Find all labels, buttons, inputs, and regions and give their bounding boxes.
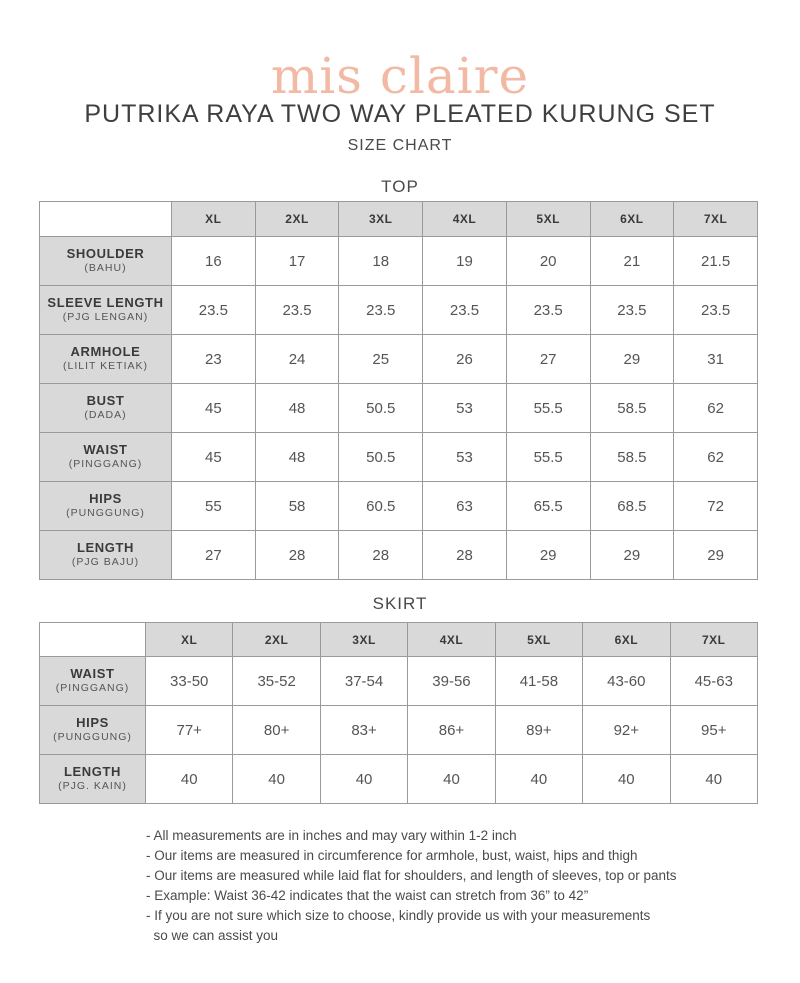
measurement-cell: 39-56: [408, 657, 495, 706]
top-size-table: [39, 201, 758, 580]
measurement-cell: 41-58: [495, 657, 582, 706]
measurement-cell: 86+: [408, 706, 495, 755]
measurement-cell: 18: [339, 237, 423, 286]
note-line: - If you are not sure which size to choose, kindly provide us with your measurements: [146, 908, 651, 923]
row-name: SLEEVE LENGTH: [47, 295, 164, 310]
measurement-cell: 26: [423, 335, 507, 384]
measurement-cell: 23.5: [674, 286, 758, 335]
top-size-header: 7XL: [674, 202, 758, 237]
row-translation: (BAHU): [84, 262, 127, 274]
row-name: LENGTH: [76, 540, 135, 555]
row-translation: (PJG BAJU): [71, 556, 140, 568]
measurement-cell: 29: [506, 531, 590, 580]
measurement-cell: 24: [255, 335, 339, 384]
row-header: [40, 237, 172, 286]
measurement-cell: 65.5: [506, 482, 590, 531]
measurement-cell: 53: [423, 433, 507, 482]
measurement-cell: 40: [146, 755, 233, 804]
table-row: [40, 657, 758, 706]
skirt-size-header: 4XL: [408, 623, 495, 657]
measurement-cell: 55.5: [506, 433, 590, 482]
top-size-header: 6XL: [590, 202, 674, 237]
measurement-cell: 62: [674, 433, 758, 482]
skirt-size-header: 2XL: [233, 623, 320, 657]
measurement-cell: 31: [674, 335, 758, 384]
table-row: [40, 433, 758, 482]
skirt-corner-cell: [40, 623, 146, 657]
table-row: [40, 286, 758, 335]
note-line: - Our items are measured while laid flat for shoulders, and length of sleeves, top or pants: [146, 868, 677, 883]
measurement-cell: 23.5: [423, 286, 507, 335]
measurement-cell: 25: [339, 335, 423, 384]
skirt-size-header: XL: [146, 623, 233, 657]
measurement-cell: 45-63: [670, 657, 757, 706]
table-row: [40, 706, 758, 755]
row-translation: (LILIT KETIAK): [63, 360, 148, 372]
measurement-cell: 50.5: [339, 433, 423, 482]
row-name: BUST: [86, 393, 125, 408]
measurement-cell: 29: [590, 531, 674, 580]
row-translation: (DADA): [84, 409, 127, 421]
row-header: [40, 482, 172, 531]
measurement-cell: 77+: [146, 706, 233, 755]
row-name: SHOULDER: [66, 246, 145, 261]
measurement-cell: 50.5: [339, 384, 423, 433]
measurement-notes: [146, 826, 766, 946]
row-translation: (PUNGGUNG): [53, 731, 132, 743]
measurement-cell: 23.5: [506, 286, 590, 335]
measurement-cell: 29: [590, 335, 674, 384]
note-line: so we can assist you: [146, 928, 279, 943]
measurement-cell: 27: [172, 531, 256, 580]
table-row: [40, 482, 758, 531]
row-name: ARMHOLE: [70, 344, 141, 359]
measurement-cell: 83+: [320, 706, 407, 755]
measurement-cell: 23.5: [590, 286, 674, 335]
measurement-cell: 58.5: [590, 433, 674, 482]
measurement-cell: 20: [506, 237, 590, 286]
measurement-cell: 40: [233, 755, 320, 804]
note-line: - All measurements are in inches and may vary within 1-2 inch: [146, 828, 517, 843]
measurement-cell: 37-54: [320, 657, 407, 706]
page-title: PUTRIKA RAYA TWO WAY PLEATED KURUNG SET: [84, 100, 716, 128]
top-section-label: TOP: [381, 177, 419, 196]
note-line: - Example: Waist 36-42 indicates that the waist can stretch from 36” to 42”: [146, 888, 589, 903]
row-header: [40, 755, 146, 804]
page-subtitle: SIZE CHART: [347, 137, 453, 154]
measurement-cell: 40: [583, 755, 670, 804]
row-name: HIPS: [89, 491, 122, 506]
measurement-cell: 45: [172, 433, 256, 482]
skirt-size-table: [39, 622, 758, 804]
measurement-cell: 16: [172, 237, 256, 286]
row-header: [40, 657, 146, 706]
row-translation: (PINGGANG): [68, 458, 143, 470]
measurement-cell: 55: [172, 482, 256, 531]
top-header-row: [40, 202, 758, 237]
top-size-header: 5XL: [506, 202, 590, 237]
measurement-cell: 63: [423, 482, 507, 531]
measurement-cell: 45: [172, 384, 256, 433]
measurement-cell: 28: [255, 531, 339, 580]
measurement-cell: 62: [674, 384, 758, 433]
top-size-header: 4XL: [423, 202, 507, 237]
measurement-cell: 43-60: [583, 657, 670, 706]
row-header: [40, 531, 172, 580]
measurement-cell: 55.5: [506, 384, 590, 433]
measurement-cell: 23.5: [172, 286, 256, 335]
measurement-cell: 40: [670, 755, 757, 804]
measurement-cell: 29: [674, 531, 758, 580]
measurement-cell: 19: [423, 237, 507, 286]
measurement-cell: 35-52: [233, 657, 320, 706]
measurement-cell: 89+: [495, 706, 582, 755]
measurement-cell: 40: [408, 755, 495, 804]
measurement-cell: 23.5: [255, 286, 339, 335]
measurement-cell: 48: [255, 433, 339, 482]
row-name: WAIST: [70, 666, 115, 681]
measurement-cell: 48: [255, 384, 339, 433]
note-line: - Our items are measured in circumference for armhole, bust, waist, hips and thigh: [146, 848, 638, 863]
measurement-cell: 21: [590, 237, 674, 286]
top-size-header: 2XL: [255, 202, 339, 237]
row-header: [40, 384, 172, 433]
row-name: WAIST: [83, 442, 128, 457]
row-header: [40, 706, 146, 755]
measurement-cell: 80+: [233, 706, 320, 755]
measurement-cell: 72: [674, 482, 758, 531]
measurement-cell: 60.5: [339, 482, 423, 531]
skirt-section-label: SKIRT: [372, 594, 428, 613]
row-header: [40, 433, 172, 482]
skirt-size-header: 6XL: [583, 623, 670, 657]
row-translation: (PINGGANG): [55, 682, 130, 694]
measurement-cell: 23: [172, 335, 256, 384]
skirt-size-header: 5XL: [495, 623, 582, 657]
top-corner-cell: [40, 202, 172, 237]
table-row: [40, 531, 758, 580]
brand-logo: mis claire: [270, 47, 530, 105]
table-row: [40, 755, 758, 804]
row-translation: (PJG. KAIN): [58, 780, 127, 792]
measurement-cell: 27: [506, 335, 590, 384]
top-size-header: 3XL: [339, 202, 423, 237]
skirt-size-header: 7XL: [670, 623, 757, 657]
measurement-cell: 23.5: [339, 286, 423, 335]
measurement-cell: 17: [255, 237, 339, 286]
row-translation: (PJG LENGAN): [62, 311, 149, 323]
measurement-cell: 92+: [583, 706, 670, 755]
skirt-size-header: 3XL: [320, 623, 407, 657]
table-row: [40, 384, 758, 433]
row-header: [40, 286, 172, 335]
measurement-cell: 40: [320, 755, 407, 804]
row-name: LENGTH: [63, 764, 122, 779]
row-name: HIPS: [76, 715, 109, 730]
row-translation: (PUNGGUNG): [66, 507, 145, 519]
measurement-cell: 53: [423, 384, 507, 433]
measurement-cell: 68.5: [590, 482, 674, 531]
skirt-header-row: [40, 623, 758, 657]
table-row: [40, 237, 758, 286]
measurement-cell: 95+: [670, 706, 757, 755]
measurement-cell: 28: [339, 531, 423, 580]
top-size-header: XL: [172, 202, 256, 237]
measurement-cell: 58: [255, 482, 339, 531]
measurement-cell: 58.5: [590, 384, 674, 433]
measurement-cell: 21.5: [674, 237, 758, 286]
measurement-cell: 40: [495, 755, 582, 804]
measurement-cell: 28: [423, 531, 507, 580]
measurement-cell: 33-50: [146, 657, 233, 706]
row-header: [40, 335, 172, 384]
table-row: [40, 335, 758, 384]
